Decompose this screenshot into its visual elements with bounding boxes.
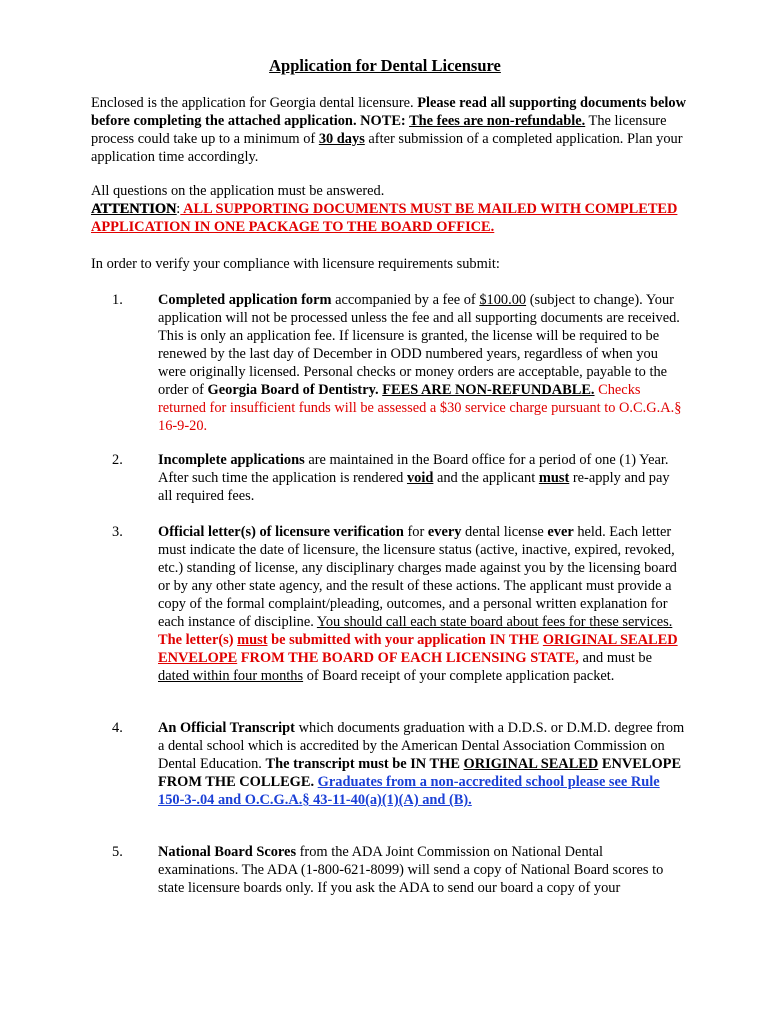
attention-colon: : — [176, 201, 181, 217]
original-sealed: ORIGINAL SEALED — [463, 756, 599, 772]
item-number: 3. — [112, 524, 123, 540]
ever-word: ever — [547, 524, 574, 540]
item-text — [158, 719, 686, 809]
intro-text: Enclosed is the application for Georgia dental licensure. — [91, 95, 418, 111]
item-body: accompanied by a fee of — [331, 292, 480, 308]
item-heading: Official letter(s) of licensure verification — [158, 524, 404, 540]
original-sealed-envelope: ORIGINAL SEALED ENVELOPE — [158, 632, 678, 666]
every-word: every — [427, 524, 462, 540]
fee-amount: $100.00 — [479, 292, 527, 308]
item-text — [158, 523, 686, 685]
attention-paragraph — [91, 182, 691, 236]
call-state-board-note: You should call each state board about fees for these services. — [316, 614, 673, 630]
item-number: 2. — [112, 452, 123, 468]
item-heading: National Board Scores — [158, 844, 297, 860]
intro-30-days: 30 days — [318, 131, 365, 147]
letters-note: The letter(s) — [158, 632, 238, 648]
attention-label: ATTENTION — [91, 201, 177, 217]
item-body-2: dental license — [461, 524, 548, 540]
item-number: 4. — [112, 720, 123, 736]
attention-text: ALL SUPPORTING DOCUMENTS MUST BE MAILED WITH COMPLETED APPLICATION IN ONE PACKAGE TO THE BOARD OFFICE. — [91, 201, 678, 235]
item-body: which documents graduation with a D.D.S. or D.M.D. degree from a dental school which is accredited by the American Dental Association Commission on Dental Education. — [158, 720, 685, 772]
intro-fees-note: The fees are non-refundable. — [409, 113, 586, 129]
intro-read-note: Please read all supporting documents below before completing the attached application. NOTE: — [91, 95, 686, 129]
transcript-note-2: ENVELOPE FROM THE COLLEGE. — [158, 756, 682, 790]
void-word: void — [406, 470, 434, 486]
page-title: Application for Dental Licensure — [269, 56, 501, 75]
payee-name: Georgia Board of Dentistry. — [207, 382, 379, 398]
must-word: must — [538, 470, 570, 486]
item-body: for — [403, 524, 428, 540]
item-heading: Completed application form — [158, 292, 332, 308]
item-body-2: (subject to change). Your application will not be processed unless the fee and all supporting documents are received. This is only an application fee. If licensure is granted, the license will be required to be renewed by the last day of December in ODD numbered years, regardless of when you were originally licensed. Personal checks or money orders are acceptable, payable to the order of — [158, 292, 680, 398]
item-text — [158, 291, 686, 435]
must-word: must — [237, 632, 268, 648]
item-body-3: held. Each letter must indicate the date of licensure, the licensure status (active, inactive, expired, revoked, etc.) standing of license, any disciplinary charges made against you by the licensing board or by any other state agency, and the result of these actions. The applicant must provide a copy of the formal complaint/pleading, outcomes, and a personal written explanation for each instance of discipline. — [158, 524, 677, 630]
letters-note-2: be submitted with your application IN THE — [267, 632, 543, 648]
item-heading: An Official Transcript — [158, 720, 295, 736]
intro-text-3: after submission of a completed application. Plan your application time accordingly. — [91, 131, 683, 165]
item-number: 5. — [112, 844, 123, 860]
item-body: are maintained in the Board office for a period of one (1) Year. After such time the application is rendered — [158, 452, 669, 486]
returned-check-note: Checks returned for insufficient funds will be assessed a $30 service charge pursuant to O.C.G.A.§ 16-9-20. — [158, 382, 682, 434]
intro-text-2: The licensure process could take up to a minimum of — [91, 113, 667, 147]
item-body: from the ADA Joint Commission on National Dental examinations. The ADA (1-800-621-8099) will send a copy of National Board scores to state licensure boards only. If you ask the ADA to send our board a copy of your — [158, 844, 664, 896]
item-body-5: of Board receipt of your complete application packet. — [303, 668, 615, 684]
verify-intro: In order to verify your compliance with licensure requirements submit: — [91, 256, 500, 272]
fees-non-refundable: FEES ARE NON-REFUNDABLE. — [382, 382, 595, 398]
item-body-3: re-apply and pay all required fees. — [158, 470, 670, 504]
questions-note: All questions on the application must be answered. — [91, 183, 385, 199]
dated-within-note: dated within four months — [158, 668, 304, 684]
letters-note-3: FROM THE BOARD OF EACH LICENSING STATE, — [237, 650, 579, 666]
transcript-note: The transcript must be IN THE — [265, 756, 464, 772]
non-accredited-rule-link[interactable]: Graduates from a non-accredited school please see Rule 150-3-.04 and O.C.G.A.§ 43-11-40(a)(1)(A) and (B). — [158, 774, 660, 808]
item-heading: Incomplete applications — [158, 452, 305, 468]
intro-paragraph — [91, 94, 691, 166]
item-body-2: and the applicant — [433, 470, 539, 486]
item-text — [158, 451, 686, 505]
item-number: 1. — [112, 292, 123, 308]
item-text — [158, 843, 686, 897]
item-body-4: and must be — [578, 650, 653, 666]
